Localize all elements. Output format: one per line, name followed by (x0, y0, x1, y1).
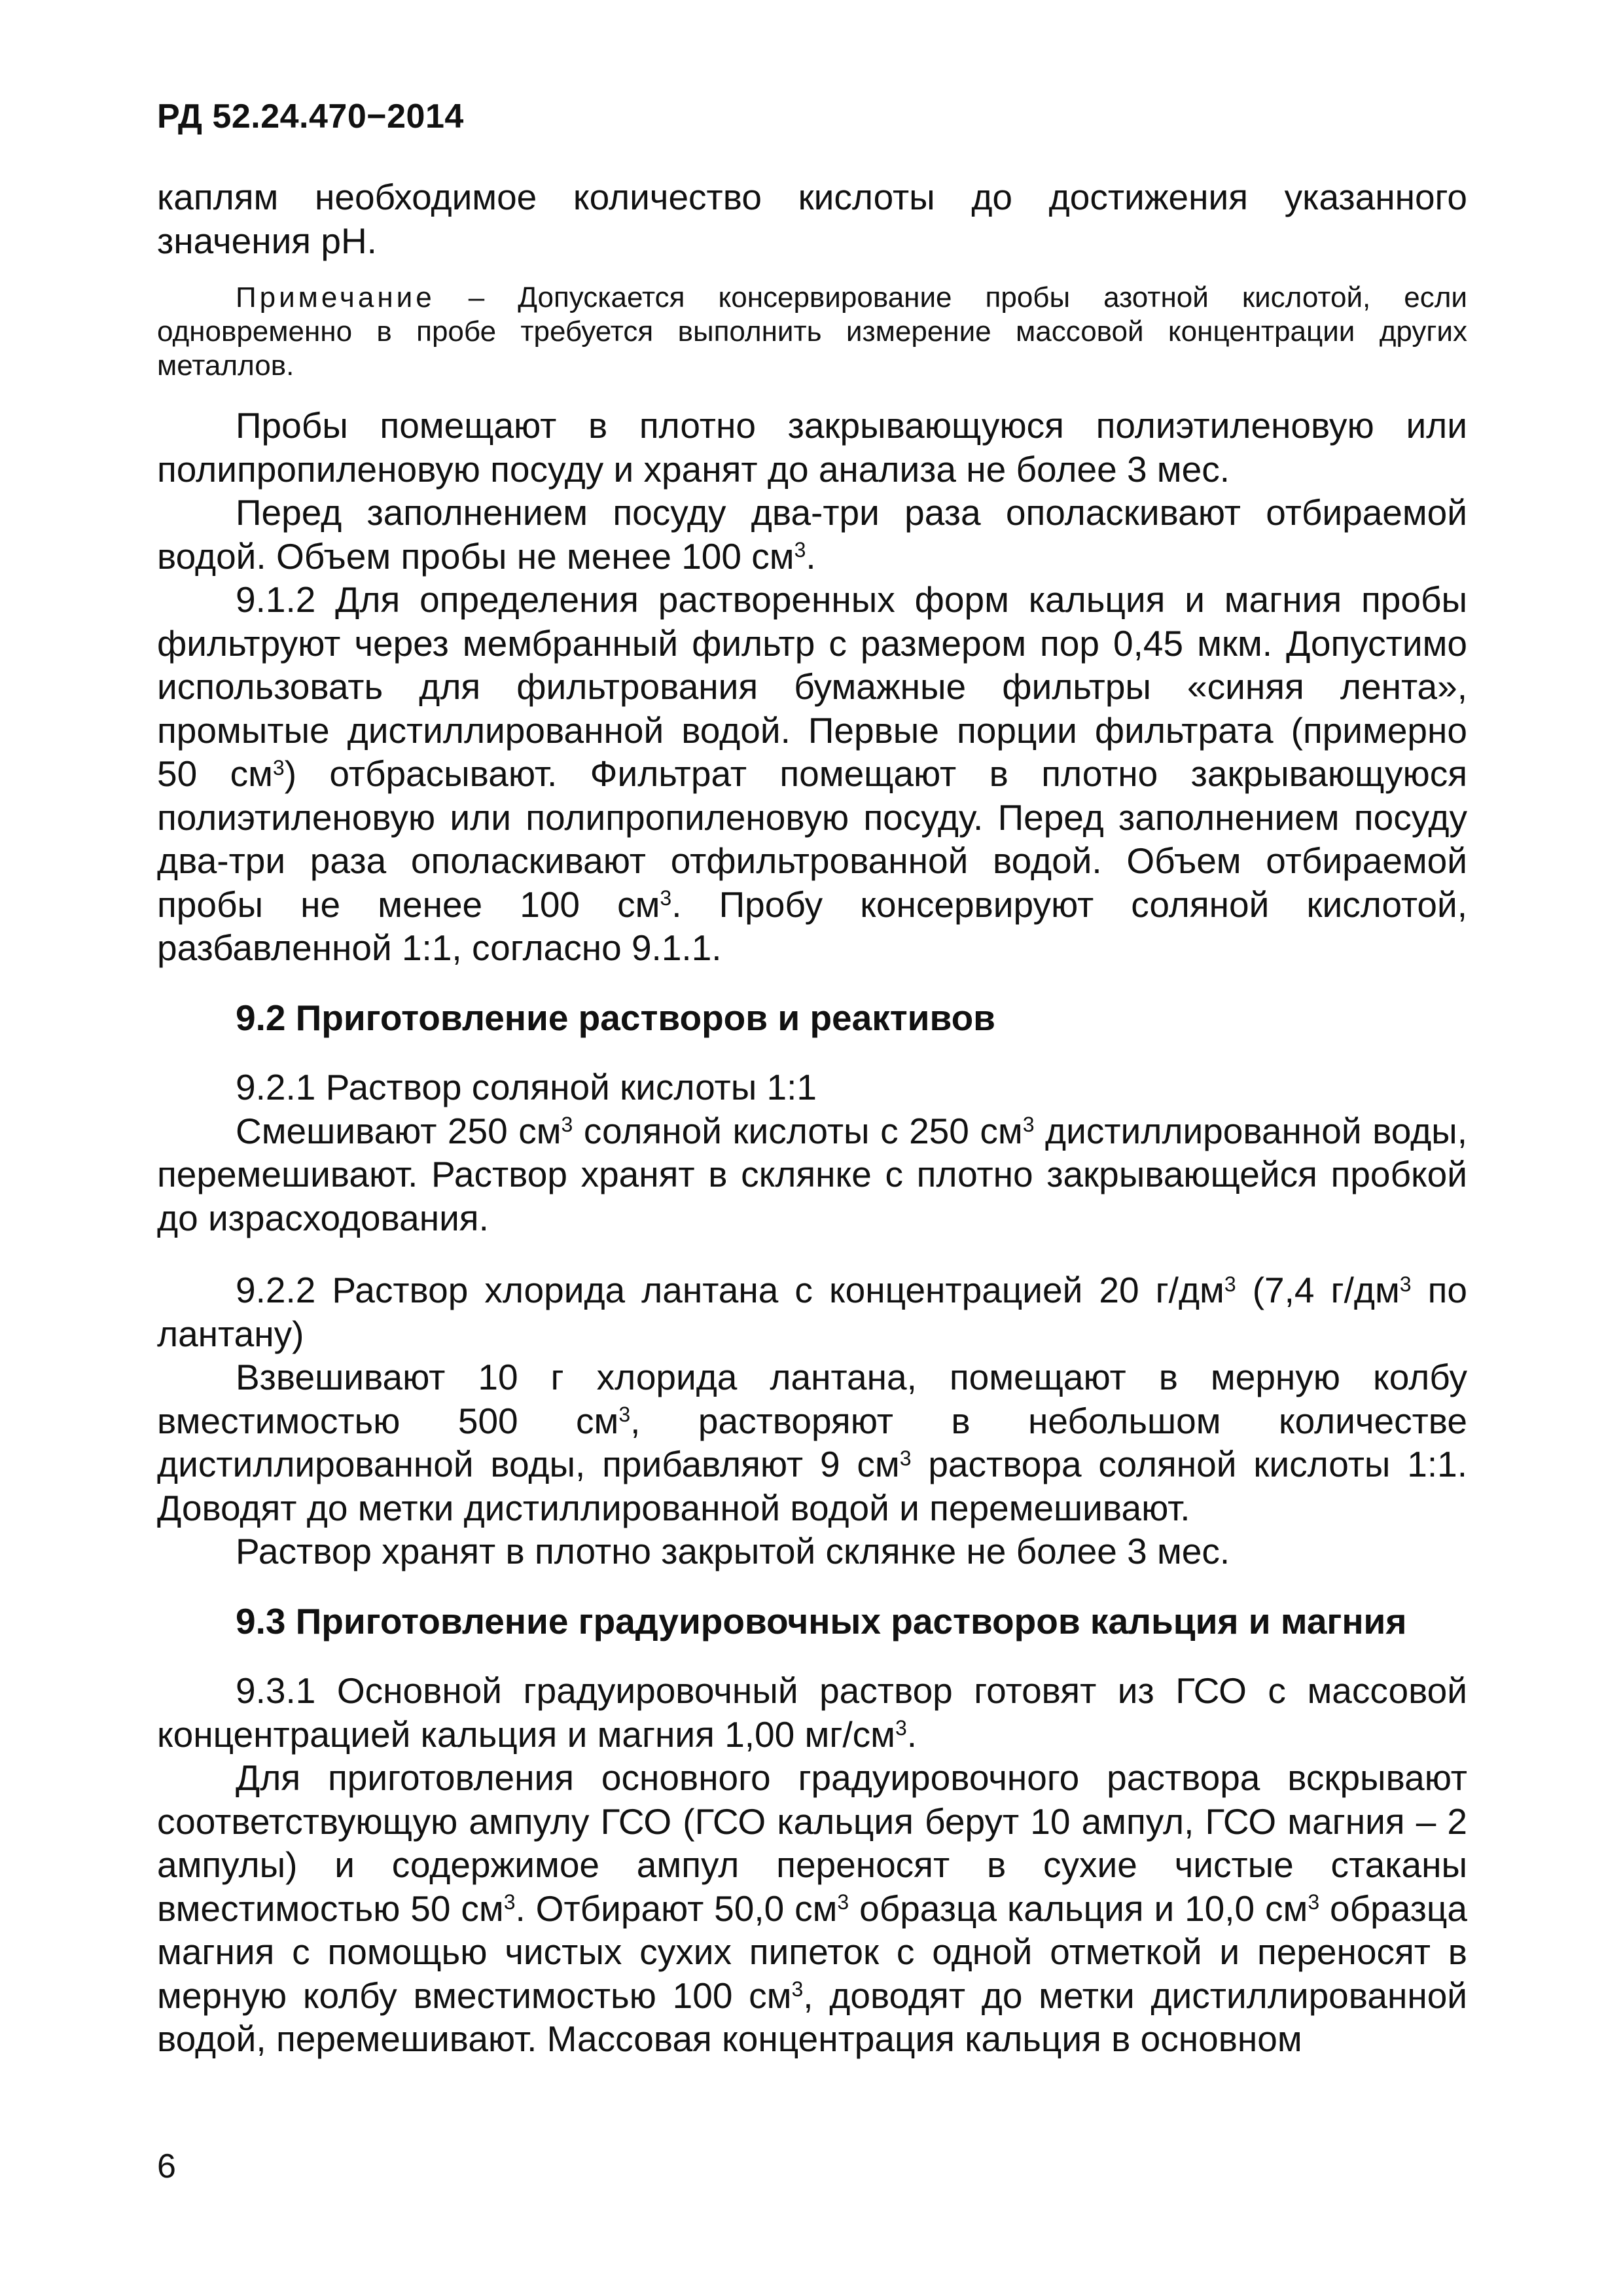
paragraph-storage: Пробы помещают в плотно закрывающуюся полиэтиленовую или полипропиленовую посуду и хранят до анализа не более 3 мес. (157, 405, 1467, 490)
superscript: 3 (1022, 1113, 1035, 1137)
text-run: , растворяют в небольшом количестве дистиллированной воды, прибавляют 9 см (157, 1400, 1467, 1484)
superscript: 3 (660, 886, 672, 910)
text-run: 9.3.1 Основной градуировочный раствор готовят из ГСО с массовой концентрацией кальция и магния 1,00 мг/см (157, 1670, 1467, 1755)
superscript: 3 (561, 1113, 573, 1137)
section-heading-9-2: 9.2 Приготовление растворов и реактивов (236, 997, 995, 1038)
superscript: 3 (794, 538, 806, 562)
text-run: Перед заполнением посуду два-три раза ополаскивают отбираемой водой. Объем пробы не менее 100 см (157, 492, 1467, 577)
superscript: 3 (503, 1890, 516, 1914)
text-run: . Отбирают 50,0 см (515, 1888, 838, 1929)
paragraph-9-2-2-title (157, 1268, 1467, 1355)
paragraph-rinse (157, 491, 1467, 578)
superscript: 3 (1399, 1272, 1412, 1296)
paragraph-9-3-1-body (157, 1756, 1467, 2061)
paragraph-9-2-2-body (157, 1355, 1467, 1530)
superscript: 3 (837, 1890, 849, 1914)
paragraph-9-1-2 (157, 578, 1467, 970)
text-run: раствора соляной кислоты 1:1. Доводят до метки дистиллированной водой и перемешивают. (157, 1444, 1467, 1528)
note-text: – Допускается консервирование пробы азотной кислотой, если одновременно в пробе требуется выполнить измерение массовой концентрации других металлов. (157, 281, 1467, 382)
text-run: 9.1.2 Для определения растворенных форм кальция и магния пробы фильтруют через мембранный фильтр с размером пор 0,45 мкм. Допустимо использовать для фильтрования бумажные фильтры «синяя лента», промытые дистиллированной водой. Первые порции фильтрата (примерно 50 см (157, 579, 1467, 794)
text-run: ) отбрасывают. Фильтрат помещают в плотно закрывающуюся полиэтиленовую или полипропиленовую посуду. Перед заполнением посуду два-три раза ополаскивают отфильтрованной водой. Объем отбираемой пробы не менее 100 см (157, 753, 1467, 925)
superscript: 3 (1308, 1890, 1320, 1914)
paragraph-9-2-1-title: 9.2.1 Раствор соляной кислоты 1:1 (236, 1067, 817, 1107)
text-run: образца кальция и 10,0 см (849, 1888, 1308, 1929)
text-run: Для приготовления основного градуировочного раствора вскрывают соответствующую ампулу ГСО (ГСО кальция берут 10 ампул, ГСО магния – 2 ампулы) и содержимое ампул переносят в сухие чистые стаканы вместимостью 50 см (157, 1757, 1467, 1929)
paragraph-continuation: каплям необходимое количество кислоты до достижения указанного значения рН. (157, 177, 1467, 261)
document-body (157, 175, 1467, 2061)
text-run: по лантану) (157, 1270, 1467, 1354)
superscript: 3 (272, 755, 285, 780)
text-run: . (806, 535, 816, 577)
page-number: 6 (157, 2147, 176, 2185)
superscript: 3 (895, 1716, 907, 1740)
superscript: 3 (1224, 1272, 1236, 1296)
paragraph-9-2-1-body (157, 1109, 1467, 1240)
text-run: . (906, 1713, 918, 1755)
text-run: 9.2.2 Раствор хлорида лантана с концентрацией 20 г/дм (236, 1270, 1224, 1310)
text-run: (7,4 г/дм (1236, 1270, 1400, 1310)
text-run: соляной кислоты с 250 см (573, 1110, 1023, 1151)
superscript: 3 (791, 1977, 804, 2001)
paragraph-9-3-1 (157, 1669, 1467, 1756)
text-run: . Пробу консервируют соляной кислотой, разбавленной 1:1, согласно 9.1.1. (157, 884, 1467, 968)
note-paragraph (157, 281, 1467, 383)
text-run: Смешивают 250 см (236, 1110, 562, 1151)
text-run: образца магния с помощью чистых сухих пипеток с одной отметкой и переносят в мерную колбу вместимостью 100 см (157, 1888, 1467, 2016)
text-run: Взвешивают 10 г хлорида лантана, помещают в мерную колбу вместимостью 500 см (157, 1357, 1467, 1441)
paragraph-9-2-2-storage: Раствор хранят в плотно закрытой склянке не более 3 мес. (236, 1531, 1230, 1571)
note-label: Примечание (236, 281, 435, 314)
text-run: , доводят до метки дистиллированной водой, перемешивают. Массовая концентрация кальция в основном (157, 1975, 1468, 2059)
superscript: 3 (618, 1403, 631, 1427)
document-code-header: РД 52.24.470−2014 (157, 98, 464, 135)
section-heading-9-3: 9.3 Приготовление градуировочных растворов кальция и магния (236, 1600, 1407, 1641)
superscript: 3 (899, 1446, 912, 1470)
text-run: дистиллированной воды, перемешивают. Раствор хранят в склянке с плотно закрывающейся пробкой до израсходования. (157, 1110, 1467, 1238)
